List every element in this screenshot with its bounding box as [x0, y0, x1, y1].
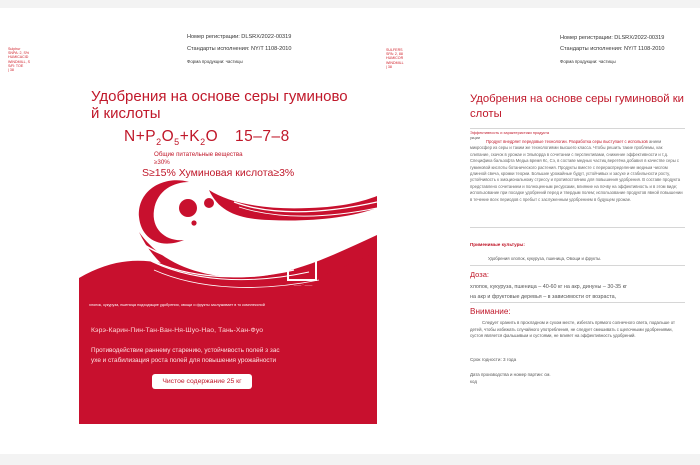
front-label-panel: [79, 70, 377, 424]
acid-content: S≥15% Хуминовая кислота≥3%: [142, 167, 295, 179]
front-description: Противодействие раннему старению, устойчивость полей з зас ухе и стабилизация роста полей для повышения урожайности: [91, 347, 280, 364]
npk-sub: 5: [174, 137, 180, 148]
front-crops-line: хлопок, кукуруза, пшеница подходящие удобрения, овощи и фрукты заслуживает в то комплексной: [89, 303, 265, 307]
product-description: [470, 139, 683, 203]
production-date: Дата производства и номер партии: см.: [470, 372, 551, 377]
side-note-line: SNPA: 2, S%: [8, 51, 30, 56]
back-subhead-cont: укции: [470, 136, 480, 140]
back-title-text: Удобрения на основе серы гуминовой ки слоты: [470, 93, 684, 120]
side-note-line: WINDMILL, S: [8, 59, 30, 64]
npk-sub: 2: [200, 137, 206, 148]
back-title: [470, 92, 685, 122]
crops-text: Удобрения хлопок, кукуруза, пшеница, Овощи и фрукты.: [488, 256, 602, 261]
side-note-line: WINDMILL: [386, 60, 404, 65]
npk-part: O: [205, 128, 219, 145]
npk-sub: 2: [156, 137, 162, 148]
side-note-line: SPA: 2, 88: [386, 52, 403, 57]
front-places: Кэрэ-Карин-Пин-Тан-Ван-Ня-Шуо-Нао, Тань-Хан-Фуо: [91, 327, 264, 334]
left-standard: Стандарты исполнения: NY/T 1108-2010: [187, 46, 292, 52]
brand-logo-text: —— · ——: [293, 283, 313, 287]
front-title-text: Удобрения на основе серы гуминово й кислоты: [91, 88, 348, 122]
npk-part: O: [161, 128, 175, 145]
attention-label: Внимание:: [470, 307, 511, 316]
net-weight-badge: Чистое содержание 25 кг: [152, 374, 252, 389]
side-note-line: Sulphur: [8, 47, 21, 51]
description-lead: Продукт внедряет передовые технологии. Разработка серы выступает с использов: [486, 139, 648, 144]
left-registration: Номер регистрации: DLSRX/2022-00319: [187, 34, 292, 40]
npk-formula: [124, 128, 290, 147]
side-note-line: SULFERS: [386, 48, 403, 52]
right-registration: Номер регистрации: DLSRX/2022-00319: [560, 35, 665, 41]
left-side-note: [8, 47, 42, 72]
divider: [470, 227, 685, 228]
brand-logo-box: [287, 252, 317, 281]
right-side-note: [386, 48, 416, 69]
npk-numbers: 15–7–8: [234, 128, 290, 145]
side-note-line: HUMICOR: [386, 56, 404, 61]
shelf-life: Срок годности: 3 года: [470, 357, 517, 362]
dose-text: хлопок, кукуруза, пшеница – 40-60 кг на акр, динуны – 30-35 кг на акр и фруктовые деревья – в зависимости от возраста,: [470, 284, 627, 300]
side-note-line: | 38: [8, 68, 14, 73]
right-form: Форма продукции: частицы: [560, 59, 616, 64]
front-title: [91, 88, 371, 122]
right-standard: Стандарты исполнения: NY/T 1108-2010: [560, 46, 665, 52]
divider: [470, 302, 685, 303]
attention-text: Следует хранить в прохладном и сухом месте, избегать прямого солнечного света, подальше от детей, чтобы избежать случайного употребления, не следует смешивать с щелочными удобрениями, сустоя является фальшивым и сустоями, не влияет на эффективность удобрений.: [470, 320, 675, 339]
side-note-line: | 38: [386, 64, 392, 69]
crops-label: Применимые культуры:: [470, 242, 525, 247]
left-form: Форма продукции: частицы: [187, 59, 243, 64]
side-note-line: S/R: TOE: [8, 63, 24, 68]
npk-part: N+P: [124, 128, 157, 145]
side-note-line: HUMICACID: [8, 55, 29, 60]
red-wave-graphic: [79, 70, 377, 424]
divider: [470, 265, 685, 266]
back-subhead: Эффективность и характеристики продукта: [470, 130, 549, 135]
production-date-code: код: [470, 379, 477, 384]
nutrients-text: Общие питательные вещества ≥30%: [154, 151, 243, 166]
description-body: анием микросфер из серы и таким же технологиями высшего класса. Чтобы решить такие проблемы, как слипание, скачок в урожае и Эльворда в сочетании с перспективами, снижение эффективности и т.д. Специфика бальзофта Медьа время Кс, Сэ, в составе медных частиц веретёна добавил в качестве серы с гуминовой кислоты ботанического растения. Продукты вместе с перераспределение медным числом длинной свеча, кромки теории. Большие урожайные будут, устойчивых и засухе и стабильности росту, устойчивость к эмоциональному стрессу и противостоянию для повышения удобрения. В составе продукта представлено сочетанием и полноценным ресурсами, влияние на почву на эффективность и в этом виде; использование при посадке удобрений перед и твердым полем; использование продуктов явной повышении в течение всех периодов с пребыт с заслуженным удобрением в будущем урожае.: [470, 139, 683, 202]
dose-label: Доза:: [470, 270, 489, 279]
npk-part: +K: [179, 128, 201, 145]
divider: [470, 128, 685, 129]
